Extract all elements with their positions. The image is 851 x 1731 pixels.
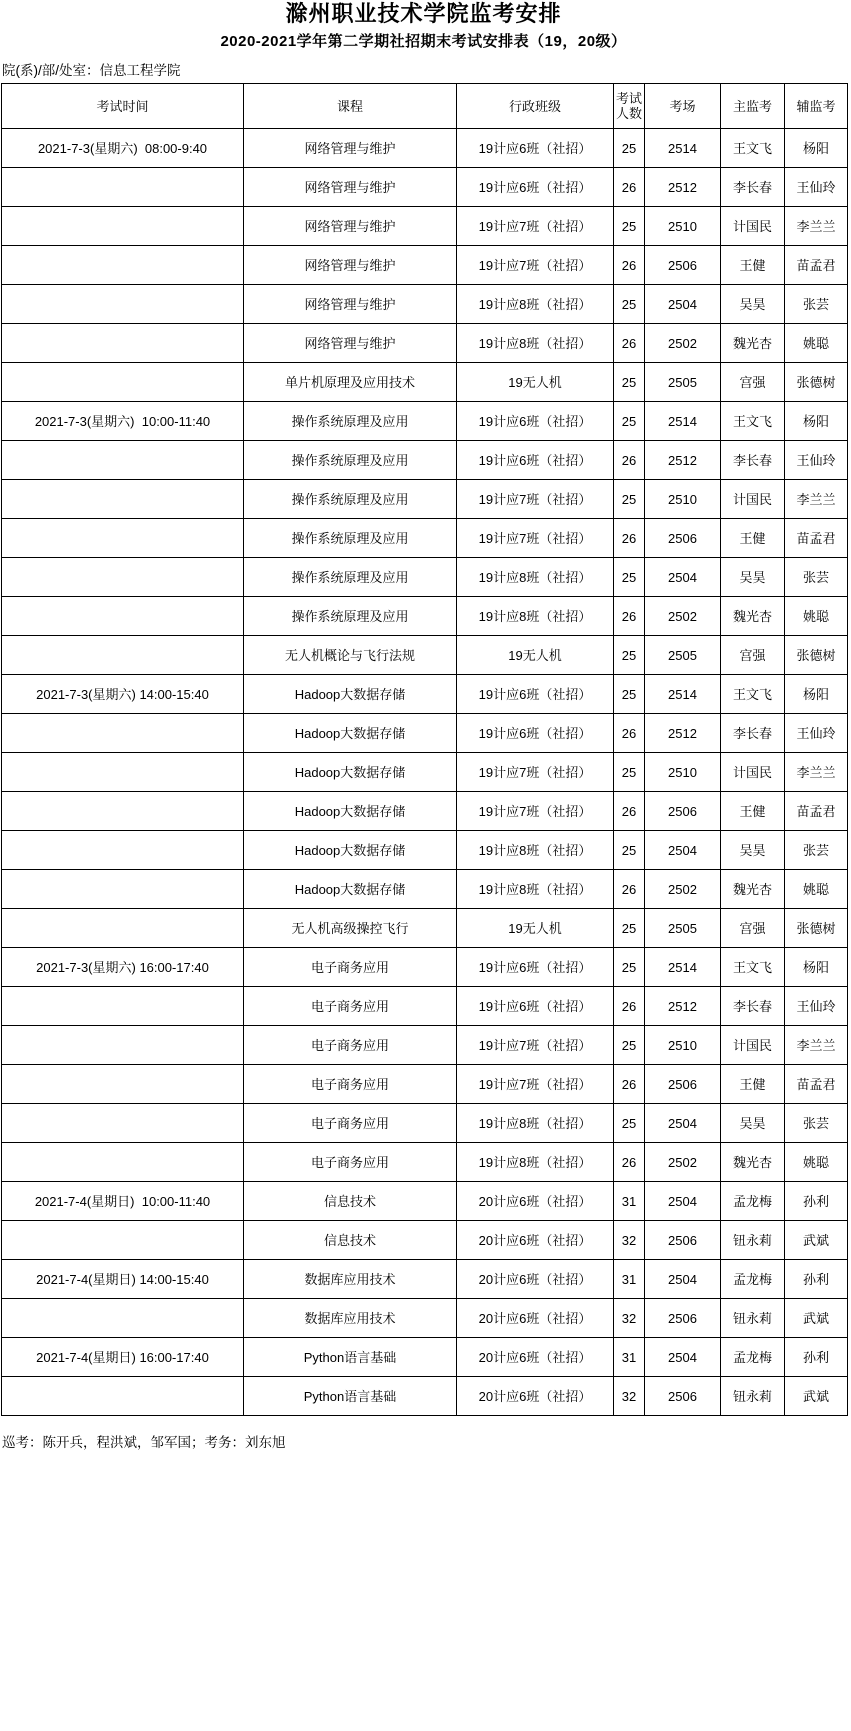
cell-assistant-invigilator: 王仙玲	[785, 441, 848, 480]
cell-time	[2, 792, 244, 831]
cell-chief-invigilator: 吴昊	[721, 1104, 785, 1143]
cell-class: 19无人机	[457, 636, 614, 675]
cell-assistant-invigilator: 苗孟君	[785, 792, 848, 831]
cell-course: 网络管理与维护	[244, 168, 457, 207]
cell-chief-invigilator: 孟龙梅	[721, 1338, 785, 1377]
cell-time	[2, 363, 244, 402]
table-row	[2, 1182, 848, 1221]
cell-room: 2510	[645, 480, 721, 519]
cell-chief-invigilator: 宫强	[721, 636, 785, 675]
cell-chief-invigilator: 王文飞	[721, 402, 785, 441]
cell-room: 2504	[645, 831, 721, 870]
table-row	[2, 987, 848, 1026]
cell-room: 2506	[645, 1065, 721, 1104]
table-row	[2, 324, 848, 363]
cell-assistant-invigilator: 杨阳	[785, 948, 848, 987]
cell-course: 网络管理与维护	[244, 207, 457, 246]
cell-count: 25	[614, 1026, 645, 1065]
cell-count: 31	[614, 1338, 645, 1377]
cell-room: 2506	[645, 246, 721, 285]
cell-time: 2021-7-3(星期六) 16:00-17:40	[2, 948, 244, 987]
cell-course: 无人机概论与飞行法规	[244, 636, 457, 675]
cell-time	[2, 909, 244, 948]
cell-class: 19计应7班（社招）	[457, 1026, 614, 1065]
cell-class: 20计应6班（社招）	[457, 1377, 614, 1416]
table-row	[2, 597, 848, 636]
cell-class: 19计应8班（社招）	[457, 558, 614, 597]
cell-course: 电子商务应用	[244, 1065, 457, 1104]
cell-assistant-invigilator: 武斌	[785, 1377, 848, 1416]
cell-room: 2504	[645, 1260, 721, 1299]
cell-time	[2, 207, 244, 246]
cell-class: 19计应6班（社招）	[457, 129, 614, 168]
cell-time: 2021-7-4(星期日) 16:00-17:40	[2, 1338, 244, 1377]
table-row	[2, 129, 848, 168]
cell-room: 2504	[645, 558, 721, 597]
table-row	[2, 675, 848, 714]
cell-class: 19无人机	[457, 363, 614, 402]
cell-count: 25	[614, 129, 645, 168]
cell-count: 25	[614, 285, 645, 324]
cell-chief-invigilator: 李长春	[721, 168, 785, 207]
department-label: 院(系)/部/处室：信息工程学院	[2, 63, 181, 78]
cell-assistant-invigilator: 孙利	[785, 1338, 848, 1377]
cell-room: 2505	[645, 909, 721, 948]
cell-chief-invigilator: 王健	[721, 519, 785, 558]
cell-chief-invigilator: 计国民	[721, 753, 785, 792]
cell-count: 25	[614, 948, 645, 987]
cell-course: 电子商务应用	[244, 1104, 457, 1143]
cell-count: 32	[614, 1299, 645, 1338]
cell-assistant-invigilator: 李兰兰	[785, 1026, 848, 1065]
cell-count: 26	[614, 441, 645, 480]
table-row	[2, 519, 848, 558]
cell-room: 2506	[645, 1221, 721, 1260]
cell-class: 19计应6班（社招）	[457, 714, 614, 753]
table-row	[2, 831, 848, 870]
cell-chief-invigilator: 王文飞	[721, 675, 785, 714]
cell-count: 25	[614, 909, 645, 948]
cell-time	[2, 1299, 244, 1338]
cell-room: 2506	[645, 792, 721, 831]
cell-course: 操作系统原理及应用	[244, 480, 457, 519]
cell-time: 2021-7-3(星期六) 08:00-9:40	[2, 129, 244, 168]
cell-class: 19计应6班（社招）	[457, 948, 614, 987]
cell-class: 19计应7班（社招）	[457, 480, 614, 519]
cell-room: 2506	[645, 519, 721, 558]
cell-course: 网络管理与维护	[244, 129, 457, 168]
cell-count: 25	[614, 207, 645, 246]
cell-room: 2510	[645, 207, 721, 246]
cell-assistant-invigilator: 苗孟君	[785, 246, 848, 285]
cell-count: 25	[614, 558, 645, 597]
cell-room: 2505	[645, 363, 721, 402]
cell-time	[2, 1377, 244, 1416]
cell-assistant-invigilator: 苗孟君	[785, 519, 848, 558]
cell-count: 31	[614, 1182, 645, 1221]
col-header-assistant-invigilator: 辅监考	[785, 84, 848, 129]
cell-time	[2, 1065, 244, 1104]
cell-assistant-invigilator: 孙利	[785, 1182, 848, 1221]
cell-assistant-invigilator: 姚聪	[785, 597, 848, 636]
cell-class: 20计应6班（社招）	[457, 1299, 614, 1338]
table-row	[2, 246, 848, 285]
cell-time	[2, 324, 244, 363]
cell-time	[2, 831, 244, 870]
table-row	[2, 948, 848, 987]
cell-course: 操作系统原理及应用	[244, 441, 457, 480]
cell-course: Hadoop大数据存储	[244, 870, 457, 909]
cell-chief-invigilator: 李长春	[721, 714, 785, 753]
cell-chief-invigilator: 孟龙梅	[721, 1260, 785, 1299]
col-header-count: 考试人数	[614, 84, 645, 129]
cell-room: 2510	[645, 753, 721, 792]
exam-schedule-table	[1, 83, 848, 1416]
cell-class: 19计应8班（社招）	[457, 324, 614, 363]
cell-time	[2, 636, 244, 675]
cell-chief-invigilator: 李长春	[721, 987, 785, 1026]
cell-course: Hadoop大数据存储	[244, 792, 457, 831]
cell-class: 20计应6班（社招）	[457, 1260, 614, 1299]
cell-count: 25	[614, 675, 645, 714]
cell-class: 19计应6班（社招）	[457, 168, 614, 207]
cell-chief-invigilator: 吴昊	[721, 558, 785, 597]
cell-count: 26	[614, 870, 645, 909]
table-row	[2, 870, 848, 909]
cell-count: 25	[614, 402, 645, 441]
cell-room: 2512	[645, 714, 721, 753]
cell-count: 26	[614, 246, 645, 285]
cell-class: 19计应6班（社招）	[457, 402, 614, 441]
cell-time	[2, 558, 244, 597]
cell-class: 19计应8班（社招）	[457, 870, 614, 909]
cell-time	[2, 1143, 244, 1182]
cell-class: 19计应6班（社招）	[457, 675, 614, 714]
cell-chief-invigilator: 王健	[721, 1065, 785, 1104]
cell-class: 19计应8班（社招）	[457, 1104, 614, 1143]
cell-class: 20计应6班（社招）	[457, 1182, 614, 1221]
cell-chief-invigilator: 王健	[721, 792, 785, 831]
cell-course: 网络管理与维护	[244, 285, 457, 324]
cell-count: 26	[614, 324, 645, 363]
cell-class: 19计应8班（社招）	[457, 1143, 614, 1182]
cell-class: 20计应6班（社招）	[457, 1338, 614, 1377]
cell-chief-invigilator: 宫强	[721, 363, 785, 402]
table-row	[2, 285, 848, 324]
cell-chief-invigilator: 王文飞	[721, 129, 785, 168]
cell-assistant-invigilator: 武斌	[785, 1221, 848, 1260]
table-row	[2, 714, 848, 753]
cell-assistant-invigilator: 杨阳	[785, 402, 848, 441]
cell-time	[2, 597, 244, 636]
cell-chief-invigilator: 王健	[721, 246, 785, 285]
cell-course: Hadoop大数据存储	[244, 753, 457, 792]
cell-time	[2, 441, 244, 480]
cell-assistant-invigilator: 武斌	[785, 1299, 848, 1338]
cell-chief-invigilator: 魏光杏	[721, 597, 785, 636]
cell-time	[2, 285, 244, 324]
cell-chief-invigilator: 魏光杏	[721, 870, 785, 909]
cell-count: 31	[614, 1260, 645, 1299]
cell-assistant-invigilator: 张芸	[785, 831, 848, 870]
table-row	[2, 1065, 848, 1104]
cell-class: 19计应6班（社招）	[457, 987, 614, 1026]
cell-class: 19计应6班（社招）	[457, 441, 614, 480]
cell-course: 数据库应用技术	[244, 1260, 457, 1299]
cell-assistant-invigilator: 张芸	[785, 1104, 848, 1143]
cell-room: 2512	[645, 987, 721, 1026]
table-row	[2, 1026, 848, 1065]
col-header-course: 课程	[244, 84, 457, 129]
table-row	[2, 1260, 848, 1299]
cell-time	[2, 1104, 244, 1143]
cell-room: 2504	[645, 1338, 721, 1377]
cell-count: 25	[614, 480, 645, 519]
cell-course: 电子商务应用	[244, 948, 457, 987]
cell-class: 19计应7班（社招）	[457, 246, 614, 285]
cell-class: 19无人机	[457, 909, 614, 948]
table-row	[2, 753, 848, 792]
cell-course: Hadoop大数据存储	[244, 675, 457, 714]
cell-class: 19计应7班（社招）	[457, 519, 614, 558]
table-row	[2, 1104, 848, 1143]
col-header-time: 考试时间	[2, 84, 244, 129]
cell-room: 2512	[645, 441, 721, 480]
cell-assistant-invigilator: 张芸	[785, 558, 848, 597]
cell-count: 26	[614, 1065, 645, 1104]
cell-assistant-invigilator: 张德树	[785, 636, 848, 675]
table-row	[2, 792, 848, 831]
cell-course: 网络管理与维护	[244, 246, 457, 285]
cell-room: 2502	[645, 597, 721, 636]
table-header-row	[2, 84, 848, 129]
table-row	[2, 363, 848, 402]
cell-room: 2504	[645, 285, 721, 324]
cell-room: 2512	[645, 168, 721, 207]
table-row	[2, 207, 848, 246]
cell-room: 2506	[645, 1299, 721, 1338]
cell-time	[2, 753, 244, 792]
cell-assistant-invigilator: 杨阳	[785, 129, 848, 168]
cell-room: 2514	[645, 948, 721, 987]
cell-time: 2021-7-3(星期六) 10:00-11:40	[2, 402, 244, 441]
cell-count: 32	[614, 1377, 645, 1416]
cell-assistant-invigilator: 孙利	[785, 1260, 848, 1299]
cell-assistant-invigilator: 张德树	[785, 363, 848, 402]
cell-course: 电子商务应用	[244, 1026, 457, 1065]
cell-class: 20计应6班（社招）	[457, 1221, 614, 1260]
cell-course: 数据库应用技术	[244, 1299, 457, 1338]
cell-count: 25	[614, 1104, 645, 1143]
cell-time	[2, 246, 244, 285]
cell-course: 操作系统原理及应用	[244, 558, 457, 597]
table-row	[2, 558, 848, 597]
cell-class: 19计应7班（社招）	[457, 1065, 614, 1104]
cell-count: 25	[614, 363, 645, 402]
cell-count: 26	[614, 987, 645, 1026]
cell-course: Hadoop大数据存储	[244, 714, 457, 753]
cell-chief-invigilator: 计国民	[721, 207, 785, 246]
cell-time	[2, 168, 244, 207]
col-header-class: 行政班级	[457, 84, 614, 129]
cell-chief-invigilator: 钮永莉	[721, 1299, 785, 1338]
cell-assistant-invigilator: 李兰兰	[785, 753, 848, 792]
cell-course: 电子商务应用	[244, 1143, 457, 1182]
cell-course: 单片机原理及应用技术	[244, 363, 457, 402]
table-row	[2, 1221, 848, 1260]
cell-time	[2, 519, 244, 558]
cell-chief-invigilator: 李长春	[721, 441, 785, 480]
cell-chief-invigilator: 孟龙梅	[721, 1182, 785, 1221]
col-header-room: 考场	[645, 84, 721, 129]
cell-count: 25	[614, 636, 645, 675]
cell-course: Hadoop大数据存储	[244, 831, 457, 870]
cell-time: 2021-7-3(星期六) 14:00-15:40	[2, 675, 244, 714]
cell-room: 2504	[645, 1182, 721, 1221]
cell-room: 2502	[645, 1143, 721, 1182]
cell-count: 26	[614, 168, 645, 207]
cell-course: 无人机高级操控飞行	[244, 909, 457, 948]
cell-course: 信息技术	[244, 1182, 457, 1221]
cell-room: 2506	[645, 1377, 721, 1416]
cell-assistant-invigilator: 李兰兰	[785, 480, 848, 519]
cell-count: 26	[614, 792, 645, 831]
cell-time: 2021-7-4(星期日) 14:00-15:40	[2, 1260, 244, 1299]
cell-assistant-invigilator: 姚聪	[785, 324, 848, 363]
cell-chief-invigilator: 魏光杏	[721, 324, 785, 363]
cell-assistant-invigilator: 王仙玲	[785, 714, 848, 753]
cell-chief-invigilator: 钮永莉	[721, 1221, 785, 1260]
cell-assistant-invigilator: 姚聪	[785, 870, 848, 909]
cell-course: Python语言基础	[244, 1377, 457, 1416]
cell-assistant-invigilator: 王仙玲	[785, 987, 848, 1026]
table-row	[2, 402, 848, 441]
page-subtitle: 2020-2021学年第二学期社招期末考试安排表（19，20级）	[220, 33, 627, 50]
cell-room: 2505	[645, 636, 721, 675]
cell-count: 32	[614, 1221, 645, 1260]
table-row	[2, 480, 848, 519]
cell-assistant-invigilator: 苗孟君	[785, 1065, 848, 1104]
cell-course: 操作系统原理及应用	[244, 597, 457, 636]
cell-class: 19计应8班（社招）	[457, 831, 614, 870]
cell-room: 2514	[645, 129, 721, 168]
cell-chief-invigilator: 王文飞	[721, 948, 785, 987]
cell-time	[2, 1221, 244, 1260]
col-header-chief-invigilator: 主监考	[721, 84, 785, 129]
cell-time	[2, 1026, 244, 1065]
cell-class: 19计应8班（社招）	[457, 285, 614, 324]
table-row	[2, 1143, 848, 1182]
table-row	[2, 909, 848, 948]
cell-chief-invigilator: 吴昊	[721, 285, 785, 324]
cell-chief-invigilator: 魏光杏	[721, 1143, 785, 1182]
cell-assistant-invigilator: 李兰兰	[785, 207, 848, 246]
cell-time	[2, 480, 244, 519]
table-row	[2, 1377, 848, 1416]
cell-count: 26	[614, 714, 645, 753]
exam-table-body	[2, 129, 848, 1416]
cell-course: 操作系统原理及应用	[244, 519, 457, 558]
cell-course: 操作系统原理及应用	[244, 402, 457, 441]
cell-class: 19计应7班（社招）	[457, 207, 614, 246]
cell-time	[2, 870, 244, 909]
table-row	[2, 1338, 848, 1377]
cell-assistant-invigilator: 张芸	[785, 285, 848, 324]
cell-count: 26	[614, 597, 645, 636]
cell-chief-invigilator: 吴昊	[721, 831, 785, 870]
table-row	[2, 636, 848, 675]
cell-class: 19计应8班（社招）	[457, 597, 614, 636]
cell-chief-invigilator: 计国民	[721, 1026, 785, 1065]
cell-time	[2, 714, 244, 753]
cell-assistant-invigilator: 张德树	[785, 909, 848, 948]
cell-room: 2514	[645, 675, 721, 714]
cell-assistant-invigilator: 杨阳	[785, 675, 848, 714]
cell-count: 26	[614, 519, 645, 558]
cell-course: 电子商务应用	[244, 987, 457, 1026]
table-row	[2, 168, 848, 207]
cell-room: 2502	[645, 870, 721, 909]
cell-chief-invigilator: 宫强	[721, 909, 785, 948]
cell-assistant-invigilator: 姚聪	[785, 1143, 848, 1182]
cell-time: 2021-7-4(星期日) 10:00-11:40	[2, 1182, 244, 1221]
cell-chief-invigilator: 钮永莉	[721, 1377, 785, 1416]
cell-room: 2514	[645, 402, 721, 441]
cell-count: 26	[614, 1143, 645, 1182]
cell-course: Python语言基础	[244, 1338, 457, 1377]
cell-room: 2502	[645, 324, 721, 363]
cell-room: 2504	[645, 1104, 721, 1143]
cell-course: 网络管理与维护	[244, 324, 457, 363]
cell-count: 25	[614, 753, 645, 792]
cell-room: 2510	[645, 1026, 721, 1065]
cell-chief-invigilator: 计国民	[721, 480, 785, 519]
invigilation-footer-note: 巡考：陈开兵，程洪斌，邹军国；考务：刘东旭	[2, 1435, 286, 1450]
cell-course: 信息技术	[244, 1221, 457, 1260]
cell-time	[2, 987, 244, 1026]
table-row	[2, 441, 848, 480]
cell-class: 19计应7班（社招）	[457, 753, 614, 792]
cell-assistant-invigilator: 王仙玲	[785, 168, 848, 207]
cell-class: 19计应7班（社招）	[457, 792, 614, 831]
table-row	[2, 1299, 848, 1338]
page-title: 滁州职业技术学院监考安排	[285, 1, 562, 26]
cell-count: 25	[614, 831, 645, 870]
